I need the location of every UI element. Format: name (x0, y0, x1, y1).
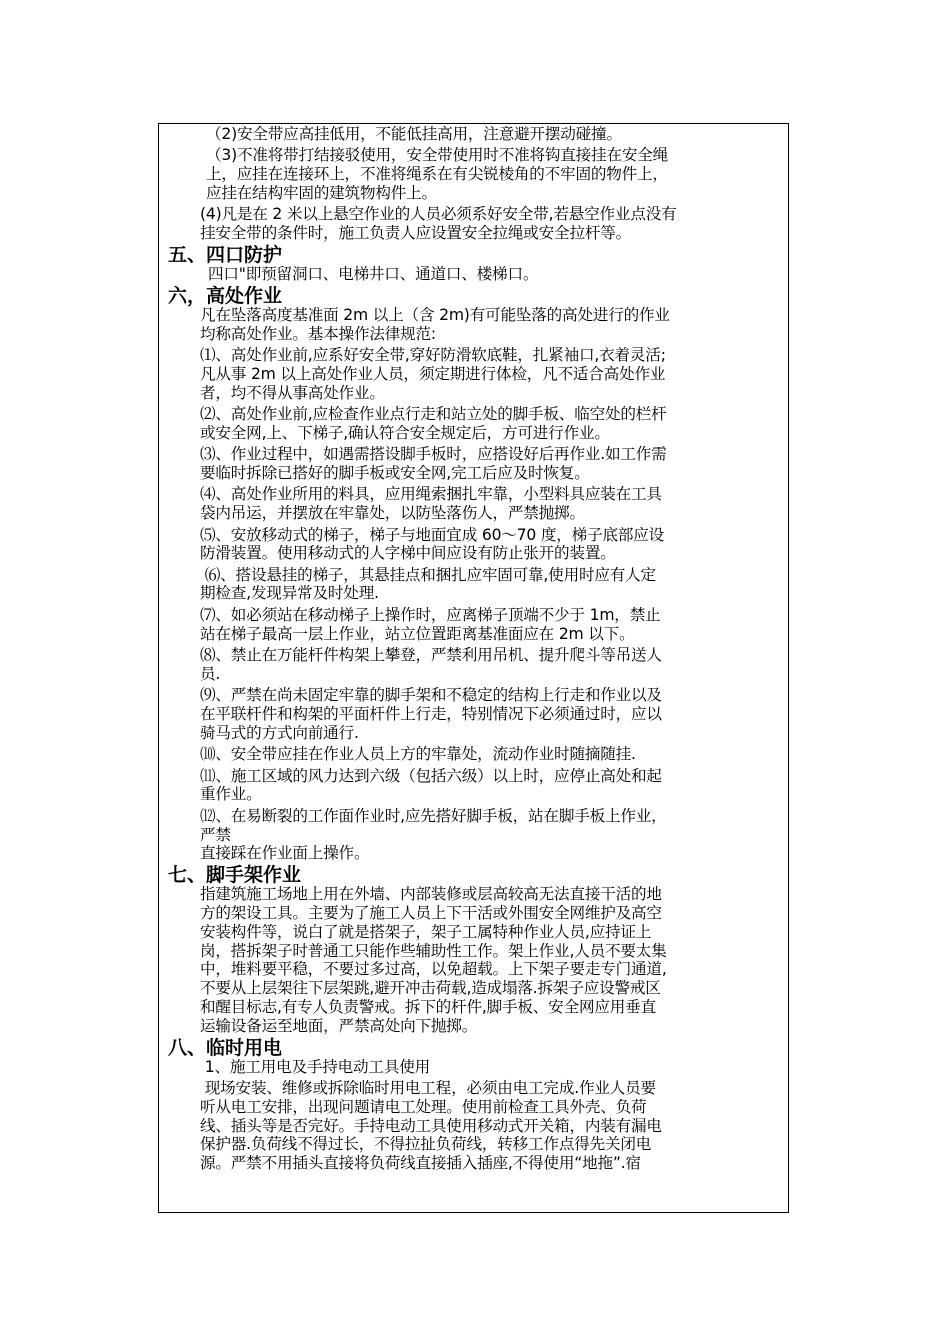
list-item: ⑹、搭设悬挂的梯子，其悬挂点和捆扎应牢固可靠,使用时应有人定 期检查,发现异常及时处理. (200, 565, 656, 603)
list-item: ⑷、高处作业所用的料具，应用绳索捆扎牢靠，小型料具应装在工具 袋内吊运，并摆放在牢靠处，以防坠落伤人，严禁抛掷。 (200, 485, 662, 523)
list-item: ⑼、严禁在尚未固定牢靠的脚手架和不稳定的结构上行走和作业以及 在平联杆件和构架的平面杆件上行走，特别情况下必须通过时，应以 骑马式的方式向前通行. (200, 686, 662, 742)
list-item: ⑴、高处作业前,应系好安全带,穿好防滑软底鞋，扎紧袖口,衣着灵活; 凡从事 2m 以上高处作业人员，须定期进行体检，凡不适合高处作业 者，均不得从事高处作业。 (200, 345, 666, 402)
list-item: ⑸、安放移动式的梯子，梯子与地面宜成 60～70 度，梯子底部应设 防滑装置。使用移动式的人字梯中间应设有防止张开的装置。 (200, 525, 665, 563)
paragraph: 四口"即预留洞口、电梯井口、通道口、楼梯口。 (208, 264, 539, 283)
list-item: ⑿、在易断裂的工作面作业时,应先搭好脚手板，站在脚手板上作业， 严禁 直接踩在作业面上操作。 (200, 806, 667, 863)
paragraph: (4)凡是在 2 米以上悬空作业的人员必须系好安全带,若悬空作业点没有 挂安全带的条件时，施工负责人应设置安全拉绳或安全拉杆等。 (200, 205, 677, 243)
list-item: ⑽、安全带应挂在作业人员上方的牢靠处，流动作业时随摘随挂. (200, 745, 636, 764)
section-heading-scaffolding: 七、脚手架作业 (168, 864, 302, 887)
list-item: ⑶、作业过程中，如遇需搭设脚手板时，应搭设好后再作业.如工作需 要临时拆除已搭好的脚手板或安全网,完工后应及时恢复。 (200, 445, 667, 482)
section-heading-temporary-electricity: 八、临时用电 (168, 1036, 283, 1059)
paragraph: 凡在坠落高度基准面 2m 以上（含 2m)有可能坠落的高处进行的作业 均称高处作业。基本操作法律规范: (200, 305, 670, 343)
paragraph: （2)安全带应高挂低用，不能低挂高用，注意避开摆动碰撞。 (206, 125, 622, 143)
list-item: ⑵、高处作业前,应检查作业点行走和站立处的脚手板、临空处的栏杆 或安全网,上、下梯子,确认符合安全规定后，方可进行作业。 (200, 404, 667, 442)
document-body (168, 125, 783, 1176)
section-heading-four-openings: 五、四口防护 (168, 243, 283, 266)
list-item: ⑺、如必须站在移动梯子上操作时，应离梯子顶端不少于 1m，禁止 站在梯子最高一层上作业，站立位置距离基准面应在 2m 以下。 (200, 605, 661, 643)
list-item: ⑾、施工区域的风力达到六级（包括六级）以上时，应停止高处和起 重作业。 (200, 766, 662, 804)
paragraph: 指建筑施工场地上用在外墙、内部装修或层高较高无法直接干活的地 方的架设工具。主要为了施工人员上下干活或外围安全网维护及高空 安装构件等，说白了就是搭架子，架子工属特种作业人员,应持证上 岗，搭拆架子时普通工只能作些辅助性工作。架上作业,人员不要太集 中，堆料要平稳，不要过多过高，以免超载。上下架子要走专门通道, 不要从上层架往下层架跳,避开冲击荷载,造成塌落.拆架子应设警戒区 和醒目标志,有专人负责警戒。拆下的杆件,脚手板、安全网应用垂直 运输设备运至地面，严禁高处向下抛掷。 (200, 885, 667, 1035)
paragraph: 现场安装、维修或拆除临时用电工程，必须由电工完成.作业人员要 听从电工安排，出现问题请电工处理。使用前检查工具外壳、负荷 线、插头等是否完好。手持电动工具使用移动式开关箱，内装有漏电 保护器.负荷线不得过长，不得拉扯负荷线，转移工作点得先关闭电 源。严禁不用插头直接将负荷线直接插入插座,不得使用“地拖”.宿 (200, 1078, 662, 1173)
section-heading-work-at-height: 六，高处作业 (168, 284, 283, 307)
paragraph: （3)不准将带打结接驳使用，安全带使用时不准将钩直接挂在安全绳 上，应挂在连接环上，不准将绳系在有尖锐棱角的不牢固的物件上， 应挂在结构牢固的建筑物构件上。 (206, 146, 669, 202)
subheading: 1、施工用电及手持电动工具使用 (200, 1057, 430, 1076)
list-item: ⑻、禁止在万能杆件构架上攀登，严禁利用吊机、提升爬斗等吊送人 员. (200, 646, 662, 683)
